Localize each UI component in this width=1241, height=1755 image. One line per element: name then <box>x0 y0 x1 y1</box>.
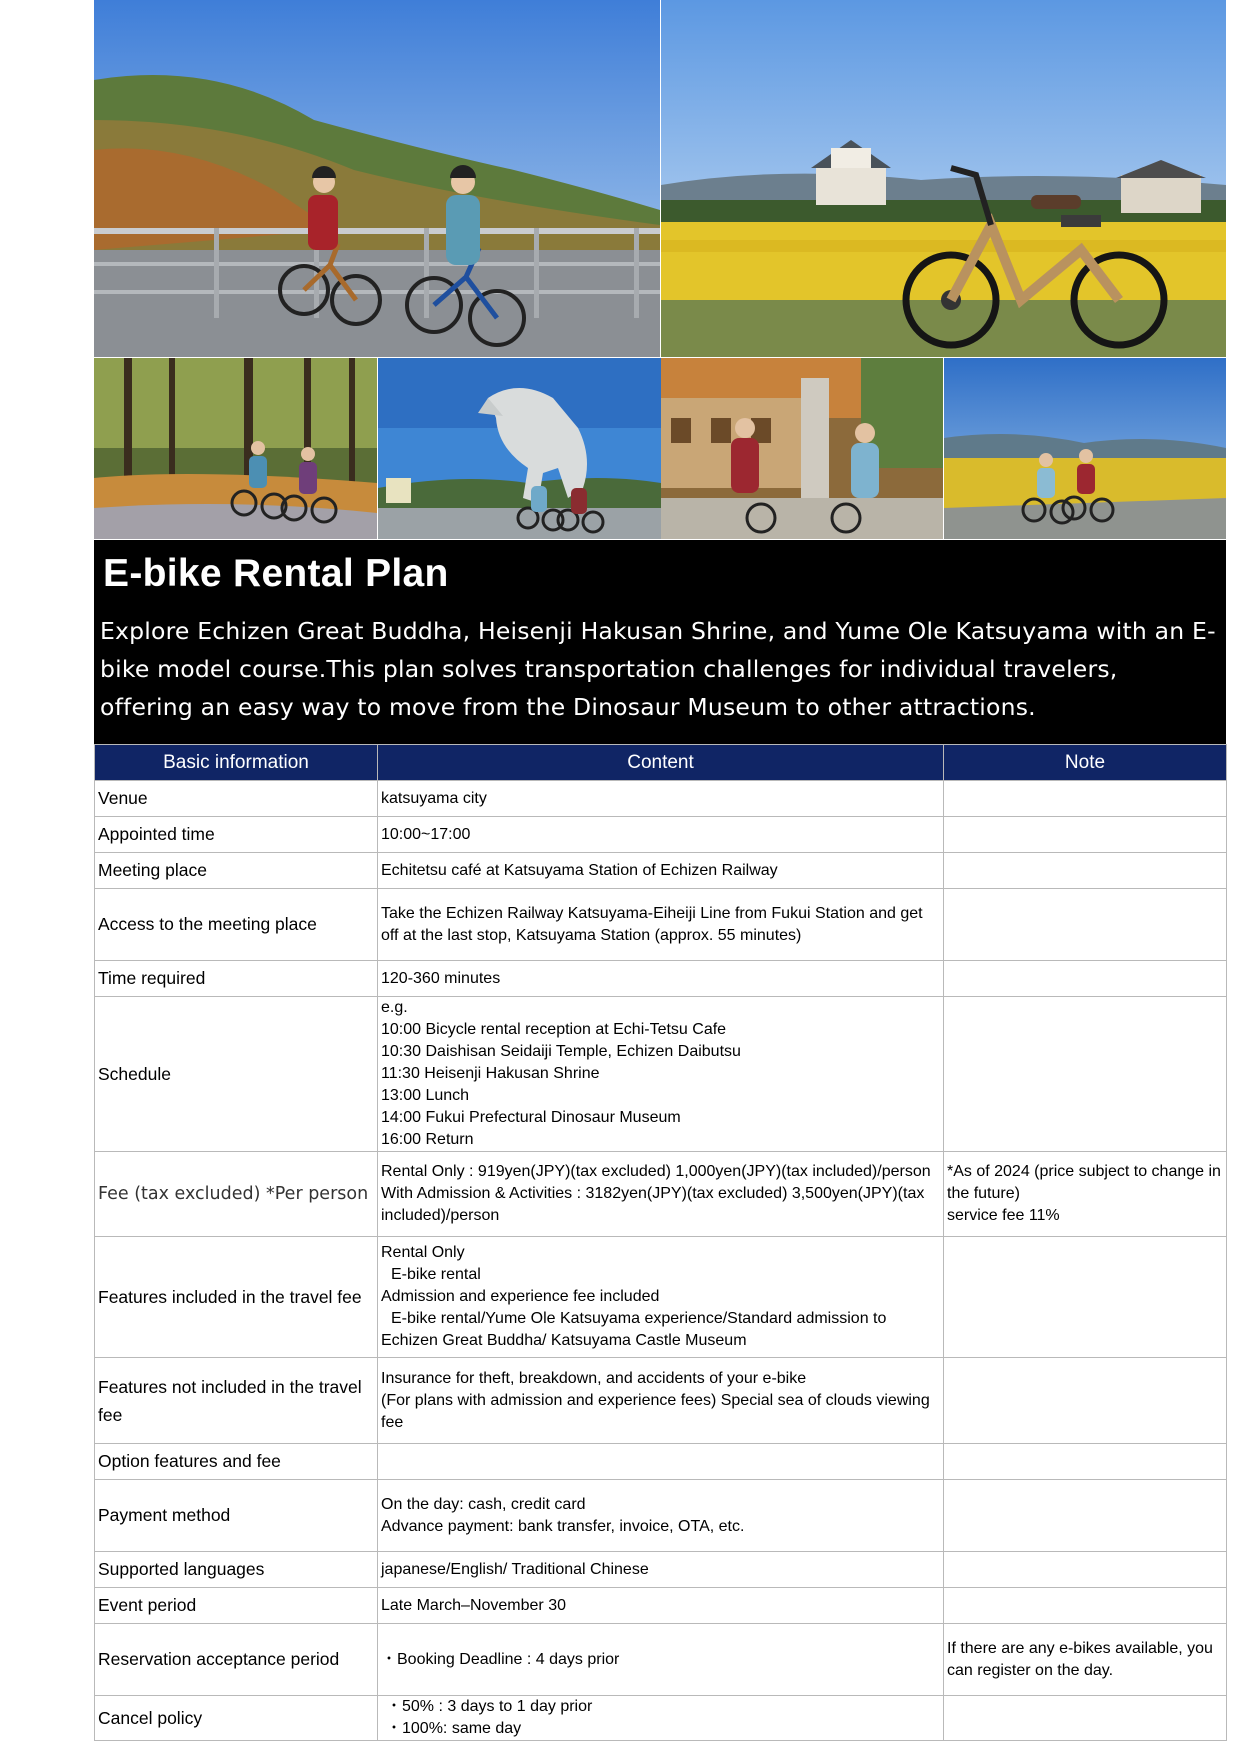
schedule-line: e.g. <box>381 999 408 1016</box>
schedule-label: Schedule <box>95 997 378 1152</box>
fee-note <box>944 1152 1227 1237</box>
included-line: Rental Only <box>381 1244 465 1261</box>
row-schedule <box>95 997 1227 1152</box>
not-included-label: Features not included in the travel fee <box>95 1358 378 1444</box>
row-options <box>95 1444 1227 1480</box>
row-event-period <box>95 1588 1227 1624</box>
included-content <box>378 1237 944 1358</box>
included-line: E-bike rental <box>391 1266 481 1283</box>
not-included-content <box>378 1358 944 1444</box>
access-note <box>944 889 1227 961</box>
languages-note <box>944 1552 1227 1588</box>
photo-forest-riders <box>94 358 377 539</box>
row-access <box>95 889 1227 961</box>
meeting-place-label: Meeting place <box>95 853 378 889</box>
included-label: Features included in the travel fee <box>95 1237 378 1358</box>
plan-description: Explore Echizen Great Buddha, Heisenji Hakusan Shrine, and Yume Ole Katsuyama with an E-bike model course.This plan solves transportation challenges for individual travelers, offering an easy way to move from the Dinosaur Museum to other attractions. <box>100 617 1216 721</box>
languages-content: japanese/English/ Traditional Chinese <box>378 1552 944 1588</box>
cancel-line: ・100%: same day <box>386 1720 522 1737</box>
not-included-note <box>944 1358 1227 1444</box>
access-label: Access to the meeting place <box>95 889 378 961</box>
schedule-note <box>944 997 1227 1152</box>
cancel-label: Cancel policy <box>95 1696 378 1741</box>
schedule-line: 11:30 Heisenji Hakusan Shrine <box>381 1065 600 1082</box>
header-basic-information: Basic information <box>95 745 378 781</box>
row-time-required <box>95 961 1227 997</box>
photo-riders-on-bridge <box>94 0 660 357</box>
time-required-note <box>944 961 1227 997</box>
fee-note-line: *As of 2024 (price subject to change in the future) <box>947 1163 1221 1202</box>
meeting-place-note <box>944 853 1227 889</box>
payment-line: Advance payment: bank transfer, invoice, OTA, etc. <box>381 1517 745 1535</box>
not-included-line: (For plans with admission and experience fees) Special sea of clouds viewing fee <box>381 1391 930 1431</box>
fee-content <box>378 1152 944 1237</box>
info-table <box>94 744 1227 1741</box>
venue-note <box>944 781 1227 817</box>
row-fee <box>95 1152 1227 1237</box>
schedule-line: 16:00 Return <box>381 1131 474 1148</box>
photo-collage <box>94 0 1226 540</box>
schedule-line: 14:00 Fukui Prefectural Dinosaur Museum <box>381 1109 681 1126</box>
row-venue <box>95 781 1227 817</box>
included-line: E-bike rental/Yume Ole Katsuyama experience/Standard admission to Echizen Great Buddha/ Katsuyama Castle Museum <box>381 1310 887 1349</box>
photo-riders-rural-road <box>944 358 1226 539</box>
event-period-label: Event period <box>95 1588 378 1624</box>
not-included-line: Insurance for theft, breakdown, and accidents of your e-bike <box>381 1369 807 1387</box>
fee-line: Rental Only : 919yen(JPY)(tax excluded) 1,000yen(JPY)(tax included)/person <box>381 1163 931 1180</box>
row-payment <box>95 1480 1227 1552</box>
row-not-included <box>95 1358 1227 1444</box>
payment-content <box>378 1480 944 1552</box>
reservation-note: If there are any e-bikes available, you can register on the day. <box>944 1624 1227 1696</box>
meeting-place-content: Echitetsu café at Katsuyama Station of Echizen Railway <box>378 853 944 889</box>
access-content: Take the Echizen Railway Katsuyama-Eiheiji Line from Fukui Station and get off at the last stop, Katsuyama Station (approx. 55 minutes) <box>378 889 944 961</box>
row-cancel <box>95 1696 1227 1741</box>
table-header-row <box>95 745 1227 781</box>
plan-sheet <box>94 0 1226 1741</box>
row-included <box>95 1237 1227 1358</box>
time-required-label: Time required <box>95 961 378 997</box>
schedule-line: 10:30 Daishisan Seidaiji Temple, Echizen Daibutsu <box>381 1043 741 1060</box>
schedule-line: 13:00 Lunch <box>381 1087 470 1104</box>
title-banner <box>94 540 1226 744</box>
photo-riders-daibutsu <box>661 358 943 539</box>
row-languages <box>95 1552 1227 1588</box>
venue-content: katsuyama city <box>378 781 944 817</box>
payment-note <box>944 1480 1227 1552</box>
photo-ebike-rice-field <box>661 0 1226 357</box>
venue-label: Venue <box>95 781 378 817</box>
event-period-note <box>944 1588 1227 1624</box>
row-appointed-time <box>95 817 1227 853</box>
schedule-line: 10:00 Bicycle rental reception at Echi-Tetsu Cafe <box>381 1021 727 1038</box>
row-reservation <box>95 1624 1227 1696</box>
cancel-note <box>944 1696 1227 1741</box>
options-note <box>944 1444 1227 1480</box>
fee-line: With Admission & Activities : 3182yen(JPY)(tax excluded) 3,500yen(JPY)(tax included)/person <box>381 1185 925 1224</box>
schedule-content <box>378 997 944 1152</box>
options-label: Option features and fee <box>95 1444 378 1480</box>
appointed-time-content: 10:00~17:00 <box>378 817 944 853</box>
payment-line: On the day: cash, credit card <box>381 1495 586 1513</box>
appointed-time-label: Appointed time <box>95 817 378 853</box>
photo-dinosaur-statue <box>378 358 661 539</box>
appointed-time-note <box>944 817 1227 853</box>
included-note <box>944 1237 1227 1358</box>
plan-title: E-bike Rental Plan <box>103 552 449 595</box>
row-meeting-place <box>95 853 1227 889</box>
reservation-label: Reservation acceptance period <box>95 1624 378 1696</box>
fee-note-line: service fee 11% <box>947 1207 1060 1224</box>
time-required-content: 120-360 minutes <box>378 961 944 997</box>
payment-label: Payment method <box>95 1480 378 1552</box>
reservation-content: ・Booking Deadline : 4 days prior <box>378 1624 944 1696</box>
event-period-content: Late March–November 30 <box>378 1588 944 1624</box>
cancel-line: ・50% : 3 days to 1 day prior <box>386 1698 593 1715</box>
header-note: Note <box>944 745 1227 781</box>
header-content: Content <box>378 745 944 781</box>
languages-label: Supported languages <box>95 1552 378 1588</box>
options-content <box>378 1444 944 1480</box>
fee-label: Fee (tax excluded) *Per person <box>95 1152 378 1237</box>
included-line: Admission and experience fee included <box>381 1288 660 1305</box>
cancel-content <box>378 1696 944 1741</box>
